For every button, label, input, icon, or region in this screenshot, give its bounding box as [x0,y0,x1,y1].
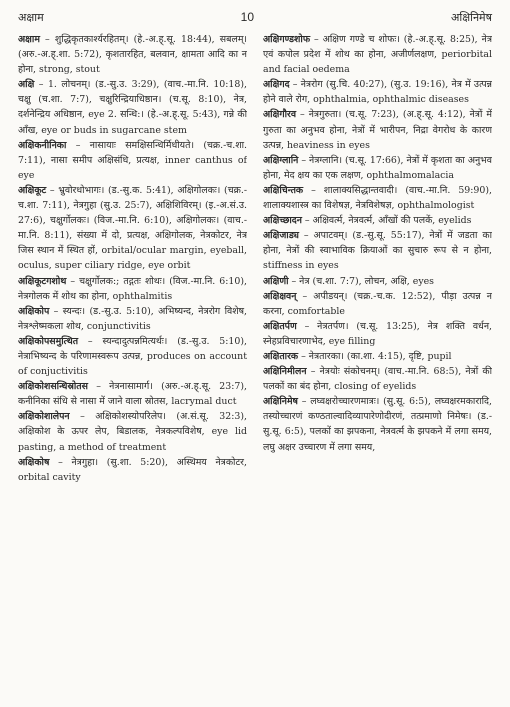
entry-headword: अक्षिकोशसन्धिस्रोतस [18,381,88,393]
entry-headword: अक्षिकनीनिका [18,139,67,151]
dictionary-entry [18,455,247,485]
dictionary-entry [263,274,492,289]
entry-definition: – स्यन्दः। (ड.-सु.उ. 5:10), अभिष्यन्द, नेत्ररोग विशेष, नेत्रश्लेष्मकला शोथ, conjunctivitis [18,305,247,332]
entry-definition: – स्यन्दादुत्पन्नमित्यर्थः। (ड.-सु.उ. 5:10), नेत्राभिष्यन्द के परिणामस्वरूप उत्पन्न, produces on account of conjuctivitis [18,335,247,378]
dictionary-entry [18,183,247,274]
dictionary-entry [18,138,247,183]
dictionary-entry [18,274,247,304]
dictionary-entry [263,228,492,273]
entry-headword: अक्षिगद [263,79,290,91]
entry-headword: अक्षिकूटगशोथ [18,275,67,287]
entry-definition: – नेत्ररोग (सु.चि. 40:27), (सु.उ. 19:16), नेत्र में उत्पन्न होने वाले रोग, ophthalmia, ophthalmic diseases [263,79,492,106]
entry-definition: – अक्षिवर्त्म, नेत्रवर्त्म, आँखों की पलकें, eyelids [301,215,472,227]
entry-definition: – नेत्रगुहा। (सु.शा. 5:20), अस्थिमय नेत्रकोटर, orbital cavity [18,456,247,483]
entry-headword: अक्षिचिन्तक [263,184,304,196]
dictionary-entry [263,364,492,394]
entry-headword: अक्षिणी [263,275,289,287]
left-column [18,32,247,485]
entry-definition: – भ्रुवोरधोभागः। (ड.-सु.क. 5:41), अक्षिगोलकः। (चक्र.-च.शा. 7:11), नेत्रगुहा (सु.उ. 25:7), अक्षिशिविरम्। (इ.-अ.सं.उ. 27:6), चक्षुर्गोलकः। (विज.-मा.नि. 6:10), अक्षिगोलकः। (वाच.-मा.नि. 8:11), संख्या में दो, प्रत्यक्ष, अक्षिगोलक, नेत्रकोटर, नेत्र जिस स्थान में स्थित हों, orbital/ocular margin, eyeball, oculus, super ciliary ridge, eye orbit [18,184,247,272]
entry-definition: – अक्षिकोशस्योपरिलेप। (अ.सं.सू. 32:3), अक्षिकोश के ऊपर लेप, बिडालक, नेत्रकल्पविशेष, eye lid pasting, a method of treatment [18,411,247,453]
entry-headword: अक्षि [18,79,35,91]
dictionary-entry [263,319,492,349]
entry-definition: – शालाक्यसिद्धान्तवादी। (वाच.-मा.नि. 59:90), शालाक्यशास्त्र का विशेषज्ञ, नेत्रविशेषज्ञ, ophthalmologist [263,184,492,212]
dictionary-entry [263,349,492,364]
dictionary-entry [263,183,492,213]
entry-headword: अक्षिजाड्य [263,230,299,242]
running-head-right: अक्षिनिमेष [450,11,492,24]
dictionary-entry [263,107,492,152]
dictionary-entry [18,334,247,379]
entry-headword: अक्षिनिमेष [263,396,298,408]
dictionary-entry [18,379,247,409]
entry-definition: – नेत्रतर्पण। (च.सू. 13:25), नेत्र शक्ति वर्धन, स्नेहप्रविचारणाभेद, eye filling [263,320,492,347]
entry-definition: – नेत्रतारका। (का.शा. 4:15), दृष्टि, pupil [298,350,452,362]
entry-definition: – नेत्र (च.शा. 7:7), लोचन, अक्षि, eyes [288,275,434,287]
entry-definition: – 1. लोचनम्। (ड.-सु.उ. 3:29), (वाच.-मा.नि. 10:18), चक्षु (च.शा. 7:7), चक्षुरिन्द्रियाधिष्ठान। (च.सू. 8:10), नेत्र, दर्शनेन्द्रिय अधिष्ठान, eye 2. सन्धि:। (हे.-अ.ह्.सू. 5:43), गन्ने की आँख, eye or buds in sugarcane stem [18,79,247,136]
dictionary-entry [263,213,492,228]
entry-definition: – नेत्रगुरुता। (च.सू. 7:23), (अ.ह्.सू. 4:12), नेत्रों में गुरुता का अनुभव होना, नेत्रों में भारीपन, निद्रा वेगरोध के कारण उत्पन्न, heaviness in eyes [263,109,492,151]
dictionary-entry [263,32,492,77]
entry-definition: – अपाटवम्। (ड.-सु.सू. 55:17), नेत्रों में जडता का होना, नेत्रों की स्वाभाविक क्रियाओं का सुचारु रूप से न होना, stiffness in eyes [263,230,492,272]
entry-headword: अक्षिक्षवन् [263,290,297,302]
dictionary-entry [18,77,247,137]
entry-definition: – अक्षिण गण्डे च शोफः। (हे.-अ.ह्.सू. 8:25), नेत्र एवं कपोल प्रदेश में शोथ का होना, अजीर्णलक्षण, periorbital and facial oedema [263,34,492,76]
entry-definition: – लघ्वक्षरोच्चारणमात्रः। (सु.सू. 6:5), लघ्वक्षरमकारादि, तस्योच्चारणं कण्ठताल्वादिव्यापारेणोदीरणं, तत्प्रमाणो निमेषः। (ड.-सु.सू. 6:5), पलकों का झपकना, नेत्रवर्त्म के झपकने में लगा समय, लघु अक्षर उच्चारण में लगा समय, [263,396,492,453]
entry-headword: अक्षितारक [263,350,299,362]
entry-headword: अक्षिकूट [18,184,47,196]
entry-headword: अक्षिगौरव [263,109,297,121]
entry-headword: अक्षितर्पण [263,320,297,332]
entry-headword: अक्षिनिमीलन [263,366,307,378]
entry-headword: अक्षिकोशालेपन [18,411,70,423]
entry-headword: अक्षिगण्डशोफ [263,34,311,45]
dictionary-entry [263,153,492,183]
entry-definition: – नेत्रयोः संकोचनम्। (वाच.-मा.नि. 68:5), नेत्रों की पलकों का बंद होना, closing of eyelids [263,366,492,393]
entry-definition: – नेत्रग्लानि। (च.सू. 17:66), नेत्रों में कृशता का अनुभव होना, मेद क्षय का एक लक्षण, ophthalmomalacia [263,154,492,181]
running-head-left: अक्षाम [18,11,44,24]
entry-headword: अक्षिकोष [18,456,50,468]
dictionary-entry [263,77,492,107]
entry-headword: अक्षाम [18,34,40,45]
entry-definition: – नासायाः समक्षिसन्धिर्मिधीयते। (चक्र.-च.शा. 7:11), नासा समीप अक्षिसंधि, प्रत्यक्ष, inner canthus of eye [18,139,247,181]
entry-definition: – शुद्धिकृतकार्श्यरहितम्। (हे.-अ.ह्.सू. 18:44), सबलम्। (अरु.-अ.ह्.शा. 5:72), कृशतारहित, बलवान, क्षामता आदि का न होना, strong, stout [18,34,247,76]
entry-definition: – चक्षुर्गोलक:; तद्गतः शोथः। (विज.-मा.नि. 6:10), नेत्रगोलक में शोथ का होना, ophthalmitis [18,275,247,302]
dictionary-entry [18,32,247,77]
page-header [18,10,492,28]
dictionary-entry [263,289,492,319]
entry-headword: अक्षिग्लानि [263,154,299,166]
entry-headword: अक्षिकोपसमुत्थित [18,335,79,347]
entry-definition: – अपीडयन्। (चक्र.-च.क. 12:52), पीड़ा उत्पन्न न करना, comfortable [263,290,492,317]
page-number: 10 [240,10,255,24]
right-column [263,32,492,485]
dictionary-entry [18,304,247,334]
dictionary-entry [18,409,247,454]
dictionary-entry [263,394,492,454]
entry-headword: अक्षिकोप [18,305,50,317]
entry-headword: अक्षिच्छादन [263,215,302,227]
entry-definition: – नेत्रनासामार्ग। (अरु.-अ.ह्.सू. 23:7), कनीनिका संधि से नासा में जाने वाला स्रोतस, lacrymal duct [18,381,247,408]
